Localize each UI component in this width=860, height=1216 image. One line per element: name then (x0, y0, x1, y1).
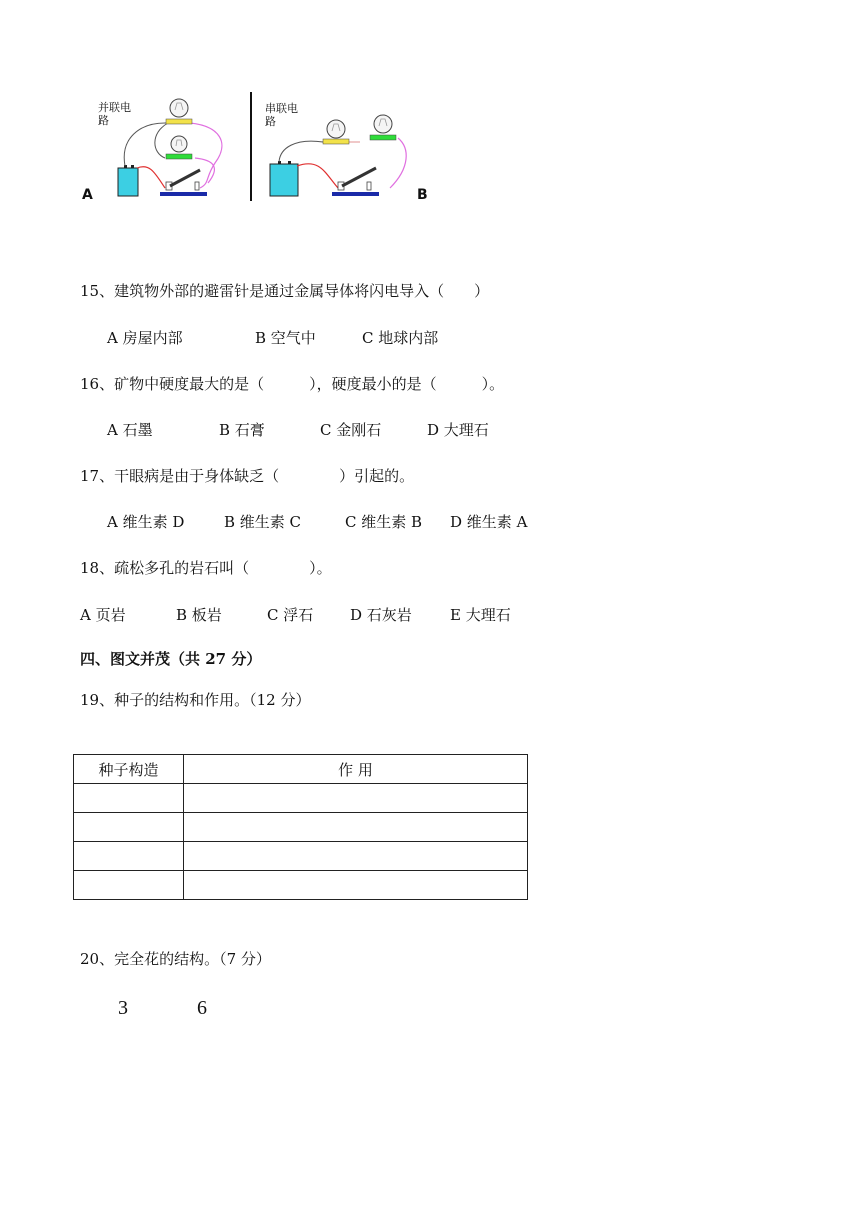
battery-icon (118, 168, 138, 196)
option: B 石膏 (219, 421, 265, 439)
table-cell (74, 871, 184, 900)
label-b: B (417, 187, 428, 203)
lamp-holder-green (166, 154, 192, 159)
table-cell (74, 784, 184, 813)
option: C 金刚石 (320, 421, 382, 439)
option: B 维生素 C (224, 513, 302, 531)
label-a: A (82, 187, 93, 203)
option: E 大理石 (450, 606, 511, 624)
table-cell (74, 813, 184, 842)
table-row (74, 842, 528, 871)
option: C 浮石 (267, 606, 314, 624)
battery-icon (270, 164, 298, 196)
option: D 维生素 A (450, 513, 528, 531)
seed-structure-table (73, 754, 528, 900)
option: C 地球内部 (362, 329, 439, 347)
lamp-holder-yellow (323, 139, 349, 144)
series-circuit-label: 串联电路 (265, 102, 298, 128)
option: A 维生素 D (107, 513, 185, 531)
option: A 石墨 (107, 421, 153, 439)
question-18: 18、疏松多孔的岩石叫（ ）。 (80, 559, 332, 577)
option: D 大理石 (427, 421, 489, 439)
question-17: 17、干眼病是由于身体缺乏（ ）引起的。 (80, 467, 415, 485)
table-row (74, 871, 528, 900)
option: B 空气中 (255, 329, 316, 347)
lamp-holder-yellow (166, 119, 192, 124)
question-19: 19、种子的结构和作用。（12 分） (80, 691, 311, 709)
flower-label-3: 3 (118, 997, 128, 1019)
option: A 页岩 (80, 606, 126, 624)
table-cell (74, 842, 184, 871)
option: B 板岩 (176, 606, 222, 624)
question-20: 20、完全花的结构。（7 分） (80, 950, 271, 968)
question-15: 15、建筑物外部的避雷针是通过金属导体将闪电导入（ ） (80, 282, 490, 300)
bulb-icon (327, 120, 345, 138)
table-row (74, 813, 528, 842)
bulb-icon (170, 99, 188, 117)
table-cell (184, 871, 528, 900)
option: D 石灰岩 (350, 606, 412, 624)
bulb-icon (374, 115, 392, 133)
question-16: 16、矿物中硬度最大的是（ ），硬度最小的是（ ）。 (80, 375, 505, 393)
table-header-cell: 种子构造 (74, 755, 184, 784)
table-row (74, 784, 528, 813)
table-header-cell: 作 用 (184, 755, 528, 784)
table-header-row (74, 755, 528, 784)
flower-label-6: 6 (197, 997, 207, 1019)
option: A 房屋内部 (107, 329, 183, 347)
switch-base (160, 192, 207, 196)
option: C 维生素 B (345, 513, 423, 531)
section-title: 四、图文并茂（共 27 分） (80, 650, 262, 668)
lamp-holder-green (370, 135, 396, 140)
bulb-icon (171, 136, 187, 152)
switch-base (332, 192, 379, 196)
table-cell (184, 813, 528, 842)
table-cell (184, 784, 528, 813)
table-cell (184, 842, 528, 871)
parallel-circuit-label: 并联电路 (98, 101, 131, 127)
